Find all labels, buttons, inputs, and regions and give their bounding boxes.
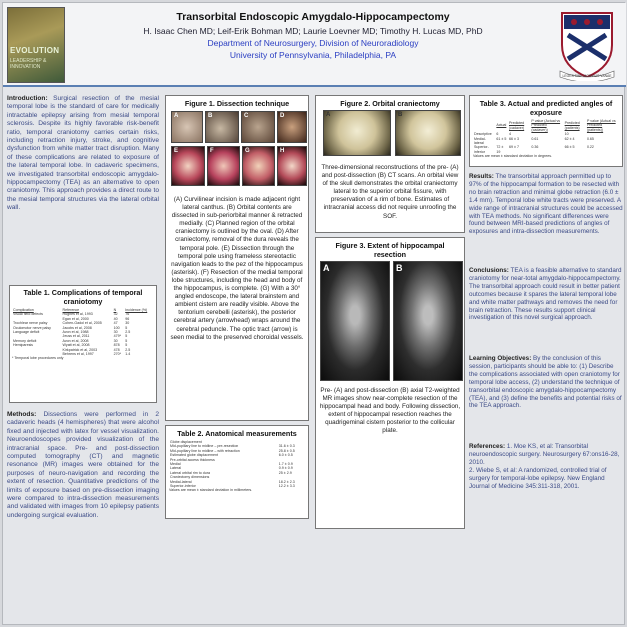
shield-motto: LEGES SINE MORIBUS VANAE	[562, 74, 612, 78]
intro-heading: Introduction:	[7, 95, 48, 102]
table-3-grid	[473, 119, 619, 154]
references	[469, 443, 623, 490]
column-3	[315, 95, 465, 625]
objectives-heading: Learning Objectives:	[469, 355, 532, 362]
figure-1-caption: (A) Curvilinear incision is made adjacent right lateral canthus. (B) Orbital contents are dissected in sub-periorbital manner & retracted medially. (C) Planned region of the orbital craniectomy is outlined by the oval. (D) After craniectomy, removal of the dura reveals the temporal pole. (E) Dissection through the temporal pole using frameless stereotactic navigation leads to the pez of the hippocampus (asterisk). (F) Resection of the medial temporal lobe structures, including the head and body of the hippocampus, is complete. (G) With a 30° angled endoscope, the lateral brainstem and ambient cistern are readily visible. Above the tentorium cerebelli (asterisk), the posterior cerebral artery (arrowhead) wraps around the cerebral peduncle. The optic tract (arrow) is seen medial to the preserved choroidal vessels.	[170, 196, 304, 341]
table-row: Language deficit Avon et al, 1988 30 2.5	[13, 330, 131, 335]
table-3-header-row: Actual Predicted (cadaver) P value (Actual vs Predicted (cadaver)) Predicted (patients) P value (Actual vs Predicted (patients))	[496, 119, 616, 132]
results	[469, 173, 623, 236]
mri-b: B	[393, 261, 463, 381]
table-row: Mid-pupillary line to midline – pre-resection 31.6 ± 0.3	[170, 444, 295, 449]
logo-subtext: LEADERSHIP & INNOVATION	[10, 58, 47, 70]
table-row: Lateral orbital rim to dura 25 ± 2.9	[170, 470, 292, 475]
learning-objectives	[469, 355, 623, 410]
authors: H. Isaac Chen MD; Leif-Erik Bohman MD; Laurie Loevner MD; Timothy H. Lucas MD, PhD	[143, 26, 483, 36]
figure-3-title: Figure 3. Extent of hippocampal resection	[335, 241, 445, 259]
photo-c: C	[241, 111, 275, 143]
table-row: Superior-inferior 12.2 ± 3.3	[170, 484, 295, 489]
table-2-footnote: Values are mean ± standard deviation in millimeters.	[169, 488, 253, 493]
methods	[7, 411, 159, 520]
table-3-title: Table 3. Actual and predicted angles of exposure	[479, 99, 613, 117]
table-row: Visual field defects Hughes et al, 1993 32 76	[13, 312, 130, 317]
conclusions-heading: Conclusions:	[469, 267, 509, 274]
figure-2-caption: Three-dimensional reconstructions of the pre- (A) and post-dissection (B) CT scans. An orbital view of the skull demonstrates the orbital craniectomy lateral to the superior orbital fissure, with preservation of a rim of bone. Estimates of intracranial access did not require unroofing the SOF.	[321, 164, 459, 220]
figure-3-caption: Pre- (A) and post-dissection (B) axial T2-weighted MR images show near-complete resection of the hippocampal head and body. Following dissection, extent of hippocampal resection reaches the quadrigeminal cistern posterior to the collicular plate.	[319, 387, 461, 435]
figure-2-images	[319, 108, 461, 158]
photo-g: G	[242, 146, 275, 186]
ct-skull-a: A	[323, 110, 391, 156]
table-row: Estimated globe displacement 6.0 ± 0.5	[170, 453, 293, 458]
table-row: Egan et al, 2000 40 96	[62, 316, 130, 321]
photo-b: B	[205, 111, 239, 143]
conclusions	[469, 267, 623, 322]
figure-1-images	[169, 108, 305, 192]
figure-1	[165, 95, 309, 421]
university: University of Pennsylvania, Philadelphia, PA	[229, 50, 397, 60]
table-row: Medial 1.7 ± 0.9	[170, 462, 293, 467]
table-2-title: Table 2. Anatomical measurements	[177, 429, 297, 438]
table-1-footnote: * Temporal lobe procedures only	[12, 356, 64, 361]
references-heading: References:	[469, 443, 506, 450]
table-row: Descriptive 6 4 10	[474, 132, 569, 137]
column-1	[7, 95, 159, 625]
table-row: Pre-orbital access thickness	[170, 457, 215, 462]
objectives-body: By the conclusion of this session, participants should be able to: (1) Describe the complications associated with open craniotomy for temporal lobe access, (2) understand the technique of transorbital endoscopic amygdalo-hippocampectomy (TEA), and (3) define the benefits and potential risks of the TEA approach.	[469, 355, 622, 410]
methods-body: Dissections were performed in 2 cadaveric heads (4 hemispheres) that were alcohol fixed and injected with latex for vessel visualization. Neuroendoscopes provided visualization of the intracranial space. Pre- and post-dissection computed tomography (CT) and magnetic resonance (MR) images were obtained for the purposes of neuro-navigation and recording the extent of resection. Quantitative predictions of the limits of exposure based on pre-dissection imaging were compared to intra-dissection measurements and validated with images from 10 epilepsy patients undergoing surgical evaluation.	[7, 411, 159, 519]
table-row: Trochlear nerve palsy Cohen-Gadol et al, 2005 47 30	[13, 321, 130, 326]
table-3	[469, 95, 623, 167]
table-1-grid	[12, 308, 154, 356]
department: Department of Neurosurgery, Division of Neuroradiology	[207, 38, 419, 48]
poster-header	[3, 3, 626, 87]
logo-text: EVOLUTION	[10, 46, 60, 55]
ct-skull-b: B	[395, 110, 461, 156]
table-row: Superior-inferior 72 ± 19 69 ± 7 0.36 66 ± 5 0.22	[474, 145, 594, 154]
table-1-header-row: Complication Reference N Incidence (%)	[13, 308, 148, 312]
figure-1-title: Figure 1. Dissection technique	[184, 99, 290, 108]
conclusions-body: TEA is a feasible alternative to standard craniotomy for near-total amygdalo-hippocampectomy. The transorbital approach could result in better patient outcomes because it spares the lateral temporal lobe and white matter pathways and removes the need for brain retraction. These results support clinical investigation of this novel surgical approach.	[469, 267, 622, 322]
table-row: Medial-lateral 18.2 ± 2.3	[170, 479, 295, 484]
table-2-grid	[169, 440, 305, 488]
table-row: Oculomotor nerve palsy Jacobs et al, 2008 100 5	[13, 325, 128, 330]
results-body: The transorbital approach permitted up to 97% of the hippocampal formation to be resected with no brain retraction and minimal globe retraction (6.0 ± 1.4 mm). Temporal lobe white tracts were preserved. A wide range of intracranial structures could be accessed with TEA methods. No significant differences were found between MRI-based predictions of angles of exposures and intra-dissection measurements.	[469, 173, 623, 236]
reference-item: 1. Moe KS, et al: Transorbital neuroendoscopic surgery. Neurosurgery 67:ons16-28, 2010.	[469, 443, 620, 466]
photo-a: A	[171, 111, 203, 143]
figure-3	[315, 237, 465, 529]
penn-shield-logo	[556, 9, 618, 81]
table-3-footnote: Values are mean ± standard deviation in degrees.	[473, 154, 553, 159]
photo-h: H	[277, 146, 307, 186]
table-1-title: Table 1. Complications of temporal craniotomy	[23, 288, 143, 306]
column-4	[469, 95, 623, 625]
table-1	[9, 285, 157, 403]
mri-a: A	[320, 261, 390, 381]
methods-heading: Methods:	[7, 411, 37, 418]
title-block	[93, 11, 533, 60]
table-row: Mid-pupillary line to midline – with retraction 25.8 ± 0.5	[170, 448, 295, 453]
poster-title: Transorbital Endoscopic Amygdalo-Hippocampectomy	[176, 11, 450, 23]
intro-body: Surgical resection of the mesial temporal lobe is the standard of care for medically intractable epilepsy arising from mesial temporal sclerosis. Despite its highly favorable risk-benefit ratio, temporal craniotomy carries certain risks, including retraction injury, stroke, and cognitive dysfunction from white matter tract disruption. Many of these complications are related to exposure of the lateral temporal lobe. In cadaveric specimens, we investigated transorbital endoscopic amygdalo-hippocampectomy (TEA) as an alternative to open craniotomy. This approach provides a direct route to the mesial temporal structures via the lateral orbital wall.	[7, 95, 160, 212]
table-row: Jeuss et al, 2011 479* 5	[62, 334, 128, 339]
column-2	[165, 95, 309, 625]
introduction	[7, 95, 159, 213]
table-row: Lateral 0.9 ± 0.9	[170, 466, 293, 471]
photo-f: F	[207, 146, 240, 186]
poster	[2, 2, 625, 625]
table-row: Hemiparesis Wyatt et al, 2008 878 5	[13, 343, 128, 348]
evolution-logo	[7, 7, 65, 83]
photo-d: D	[277, 111, 307, 143]
reference-item: 2. Wiebe S, et al: A randomized, controlled trial of surgery for temporal-lobe epilepsy. New England Journal of Medicine 345:311-318, 2001.	[469, 466, 607, 490]
table-row: Medial-lateral 61 ± 5 66 ± 3 0.61 62 ± 4 0.65	[474, 136, 594, 146]
table-2	[165, 425, 309, 519]
figure-2	[315, 95, 465, 233]
table-row: Behrens et al, 1997 270* 1.4	[62, 352, 131, 357]
table-row: Craniectomy dimensions	[170, 475, 210, 480]
photo-e: E	[171, 146, 205, 186]
table-row: Globe displacement	[170, 440, 202, 444]
results-heading: Results:	[469, 173, 494, 180]
table-row: Memory deficit Avon et al, 2008 30 5	[13, 338, 128, 343]
table-row: Kirkpatrick et al, 2003 478 2.5	[62, 347, 131, 352]
figure-3-images	[319, 259, 461, 383]
figure-2-title: Figure 2. Orbital craniectomy	[340, 99, 440, 108]
